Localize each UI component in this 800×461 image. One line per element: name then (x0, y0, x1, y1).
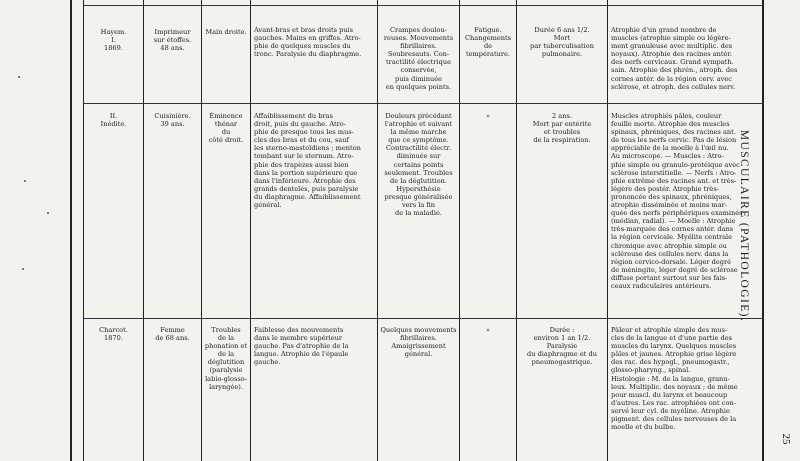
page-number: 25 (780, 433, 792, 445)
column-rule (459, 0, 460, 461)
onset-cell: Troubles de la phonation et de la déglutition (paralysie labio-glosso- laryngée). (204, 326, 248, 391)
row-rule (83, 103, 764, 104)
right-margin-rule (762, 0, 764, 461)
duration-cell: Durée 6 ans 1/2. Mort par tuberculisation pulmonaire. (529, 26, 595, 59)
column-rule (516, 0, 517, 461)
autopsy-cell: Muscles atrophiés pâles, couleur feuille morte. Atrophie des muscles spinaux, phréniques, des racines ant. de tous les nerfs cervic. Pas de lésion appréciable de la moelle à l'œil nu. Au microscope. — Muscles : Atro- phie simple ou granulo-protéique avec sclérose interstitielle. — Nerfs : Atro- phie extrême des racines ant. et très- légère des postér. Atrophie très- prononcée des spinaux, phréniques, atrophie disséminée et moins mar- quée des nerfs périphériques examinés (médian, radial). — Moelle : Atrophie très-marquée des cornes antér. dans la région cervicale. Myélite centrale chronique avec atrophie simple ou scléreuse des cellules nerv. dans la région cervico-dorsale. Léger degré de méningite, léger degré de sclérose diffuse portant surtout sur les fais- ceaux radiculaires antérieurs. (611, 112, 743, 290)
column-rule (143, 0, 144, 461)
scan-speck (18, 76, 20, 78)
scan-speck (22, 268, 24, 270)
autopsy-cell: Pâleur et atrophie simple des mus- cles de la langue et d'une partie des muscles du larynx. Quelques muscles pâles et jaunes. Atrophie grise légère des rac. des hypogl., pneumogastr., glosso-pharyng., spinal. Histologie : M. de la langue, granu- leux. Multiplic. des noyaux ; de même pour muscl. du larynx et beaucoup d'autres. Les rac. atrophiées ont con- servé leur cyl. de myéline. Atrophie pigment. des cellules nerveuses de la moelle et du bulbe. (611, 326, 738, 432)
column-rule (250, 0, 251, 461)
profession-cell: Imprimeur sur étoffes. 48 ans. (153, 28, 192, 53)
autopsy-cell: Atrophie d'un grand nombre de muscles (atrophie simple ou légère- ment granuleuse avec multiplic. des noyaux). Atrophie des racines antér. des nerfs cervicaux. Grand sympath. sain. Atrophie des phrén., atroph. des cornes antér. de la région cerv. avec sclérose, et atroph. des cellules nerv. (611, 26, 738, 91)
general-state-cell: Fatigue. Changements de température. (464, 26, 512, 59)
column-rule (83, 0, 84, 461)
left-margin-rule (70, 0, 72, 461)
column-rule (607, 0, 608, 461)
row-rule (83, 318, 764, 319)
progression-cell: Affaiblissement du bras droit, puis du gauche. Atro- phie de presque tous les mus- cles des bras et du cou, sauf les sterno-mastoïdiens ; menton tombant sur le sternum. Atro- phie des trapèzes aussi bien dans la portion supérieure que dans l'inférieure. Atrophie des grands dentelés, puis paralysie du diaphragme. Affaiblissement général. (254, 112, 361, 210)
general-state-cell: » (485, 326, 491, 334)
row-rule (83, 5, 764, 6)
scan-speck (47, 212, 49, 214)
author-cell: Hayem. I. 1869. (100, 28, 127, 53)
author-cell: Charcot. 1870. (99, 326, 128, 343)
column-rule (201, 0, 202, 461)
duration-cell: Durée : environ 1 an 1/2. Paralysie du diaphragme et du pneumogastrique. (527, 326, 597, 367)
running-head: MUSCULAIRE (PATHOLOGIE). (738, 129, 750, 323)
progression-cell: Faiblesse des mouvements dans le membre supérieur gauche. Pas d'atrophie de la langue. Atrophie de l'épaule gauche. (254, 326, 349, 367)
profession-cell: Femme de 68 ans. (155, 326, 190, 343)
sensibility-cell: Crampes doulou- reuses. Mouvements fibrillaires. Soubresauts. Con- tractilité électrique conservée, puis diminuée en quelques points. (383, 26, 454, 91)
general-state-cell: » (485, 112, 491, 120)
profession-cell: Cuisinière. 39 ans. (154, 112, 191, 129)
onset-cell: Main droite. (205, 28, 247, 36)
column-rule (377, 0, 378, 461)
onset-cell: Éminence thénar du côté droit. (208, 112, 244, 145)
progression-cell: Avant-bras et bras droits puis gauches. Mains en griffes. Atro- phie de quelques muscles du tronc. Paralysie du diaphragme. (254, 26, 362, 59)
duration-cell: 2 ans. Mort par entérite et troubles de la respiration. (532, 112, 592, 145)
author-cell: II. Inédite. (100, 112, 127, 129)
sensibility-cell: Douleurs précédant l'atrophie et suivant la même marche que ce symptôme. Contractilité électr. diminuée sur certains points seulement. Troubles de la déglutition. Hypersthésie presque généralisée vers la fin de la maladie. (384, 112, 453, 218)
sensibility-cell: Quelques mouvements fibrillaires. Amaigrissement général. (380, 326, 457, 359)
scan-speck (24, 180, 26, 182)
